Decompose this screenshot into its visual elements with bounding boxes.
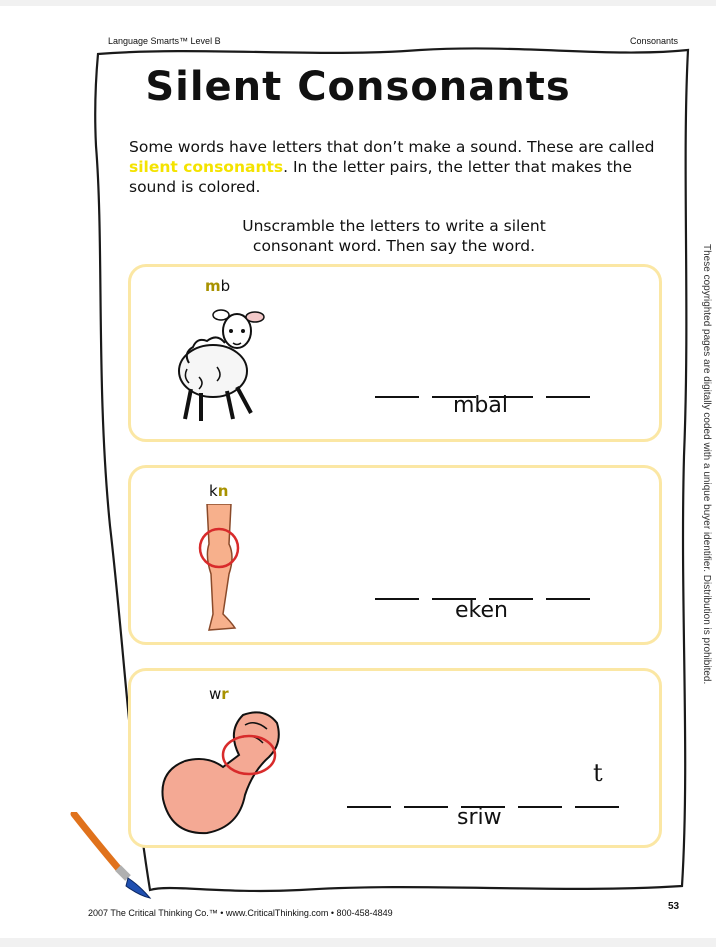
page-number: 53 [668,901,680,912]
letter-pair-3 [209,685,229,703]
letter-pair-1-first: m [205,277,221,295]
worksheet-page [0,6,716,938]
filled-letter-3: t [593,759,603,787]
letter-pair-2-second: n [217,482,229,500]
copyright-side-notice: These copyrighted pages are digitally coded with a unique buyer identifier. Distribution is prohibited. [701,244,712,685]
scrambled-word-3: sriw [457,805,502,830]
knee-image [191,504,251,636]
paintbrush-image [70,812,160,902]
intro-text-end: . In the letter pairs, the letter that makes the sound is colored. [129,158,633,196]
letter-pair-2 [209,482,228,500]
scrambled-word-1: mbal [453,393,508,418]
intro-text-start: Some words have letters that don’t make a sound. These are called [129,138,655,156]
letter-pair-1-second: b [220,277,231,295]
header-book-title: Language Smarts™ Level B [108,36,221,46]
instructions [0,216,716,256]
exercise-box-2 [128,465,662,645]
intro-highlight: silent consonants [129,158,284,176]
footer-publisher: 2007 The Critical Thinking Co.™ • www.CriticalThinking.com • 800-458-4849 [88,908,393,918]
letter-pair-3-first: w [209,685,222,703]
instructions-text: Unscramble the letters to write a silent consonant word. Then say the word. [242,217,546,255]
exercise-box-3 [128,668,662,848]
page-title: Silent Consonants [145,64,571,110]
header-section: Consonants [629,36,678,46]
scrambled-word-2: eken [455,598,508,623]
wrist-image [157,711,287,837]
intro-paragraph [129,137,659,197]
letter-pair-3-second: r [221,685,229,703]
letter-pair-1 [205,277,230,295]
exercise-box-1 [128,264,662,442]
letter-pair-2-first: k [209,482,218,500]
lamb-image [169,297,265,427]
